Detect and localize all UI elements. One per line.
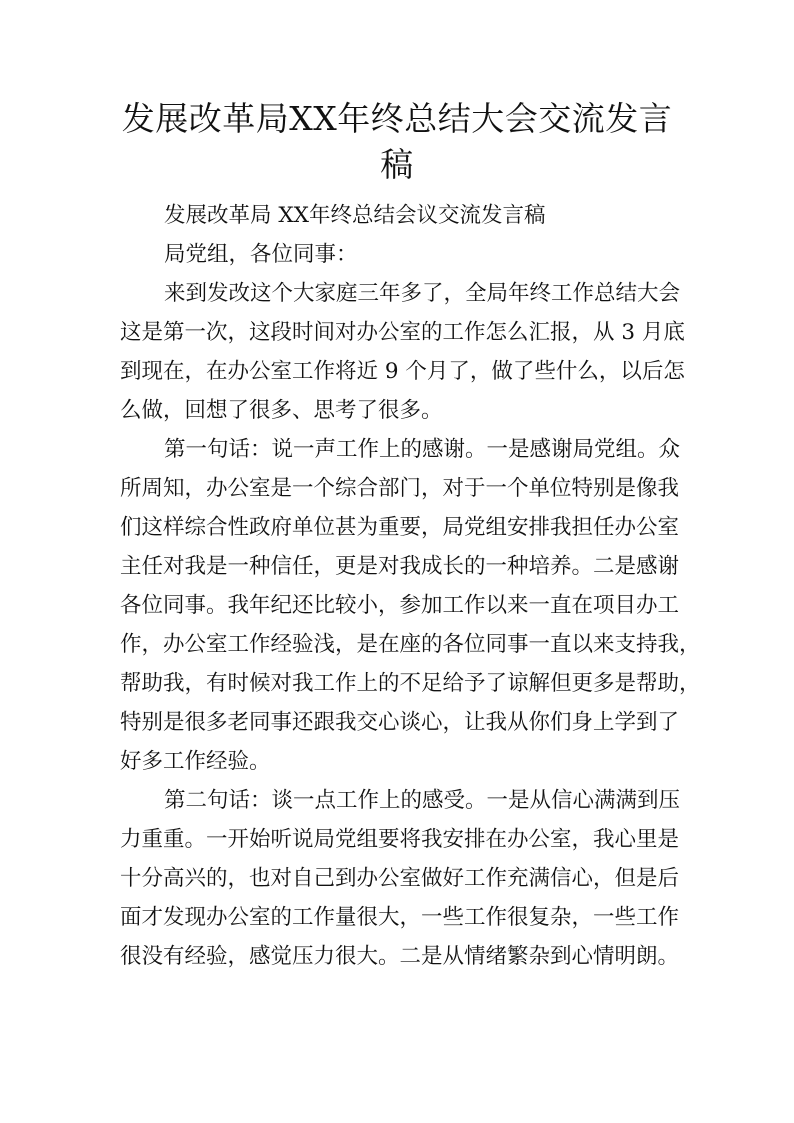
paragraph-3-line-5: 很没有经验，感觉压力很大。二是从情绪繁杂到心情明朗。	[120, 944, 680, 969]
paragraph-2-line-5: 各位同事。我年纪还比较小，参加工作以来一直在项目办工	[120, 593, 680, 618]
paragraph-3-line-3: 十分高兴的，也对自己到办公室做好工作充满信心，但是后	[120, 866, 680, 891]
paragraph-2-line-2: 所周知，办公室是一个综合部门，对于一个单位特别是像我	[120, 476, 680, 501]
paragraph-1-line-1: 来到发改这个大家庭三年多了，全局年终工作总结大会	[164, 281, 681, 306]
title-line-2: 稿	[380, 145, 414, 184]
paragraph-2-line-3: 们这样综合性政府单位甚为重要，局党组安排我担任办公室	[120, 515, 680, 540]
document-body	[120, 196, 701, 976]
subtitle-line: 发展改革局 XX年终总结会议交流发言稿	[164, 203, 546, 228]
paragraph-3-line-2: 力重重。一开始听说局党组要将我安排在办公室，我心里是	[120, 827, 680, 852]
title-line-1: 发展改革局XX年终总结大会交流发言	[121, 99, 673, 138]
paragraph-1-line-2: 这是第一次，这段时间对办公室的工作怎么汇报，从 3 月底	[120, 320, 685, 345]
paragraph-2-line-4: 主任对我是一种信任，更是对我成长的一种培养。二是感谢	[120, 554, 680, 579]
paragraph-1-line-3: 到现在，在办公室工作将近 9 个月了，做了些什么，以后怎	[120, 359, 685, 384]
document-title	[112, 96, 682, 188]
paragraph-2-line-1: 第一句话：说一声工作上的感谢。一是感谢局党组。众	[164, 437, 681, 462]
salutation-line: 局党组，各位同事：	[164, 242, 358, 267]
paragraph-3-line-1: 第二句话：谈一点工作上的感受。一是从信心满满到压	[164, 788, 681, 813]
paragraph-1-line-4: 么做，回想了很多、思考了很多。	[120, 398, 443, 423]
paragraph-2-line-9: 好多工作经验。	[120, 749, 271, 774]
paragraph-2-line-7: 帮助我，有时候对我工作上的不足给予了谅解但更多是帮助，	[120, 671, 701, 696]
paragraph-2-line-6: 作，办公室工作经验浅，是在座的各位同事一直以来支持我，	[120, 632, 701, 657]
paragraph-2-line-8: 特别是很多老同事还跟我交心谈心，让我从你们身上学到了	[120, 710, 680, 735]
paragraph-3-line-4: 面才发现办公室的工作量很大，一些工作很复杂，一些工作	[120, 905, 680, 930]
